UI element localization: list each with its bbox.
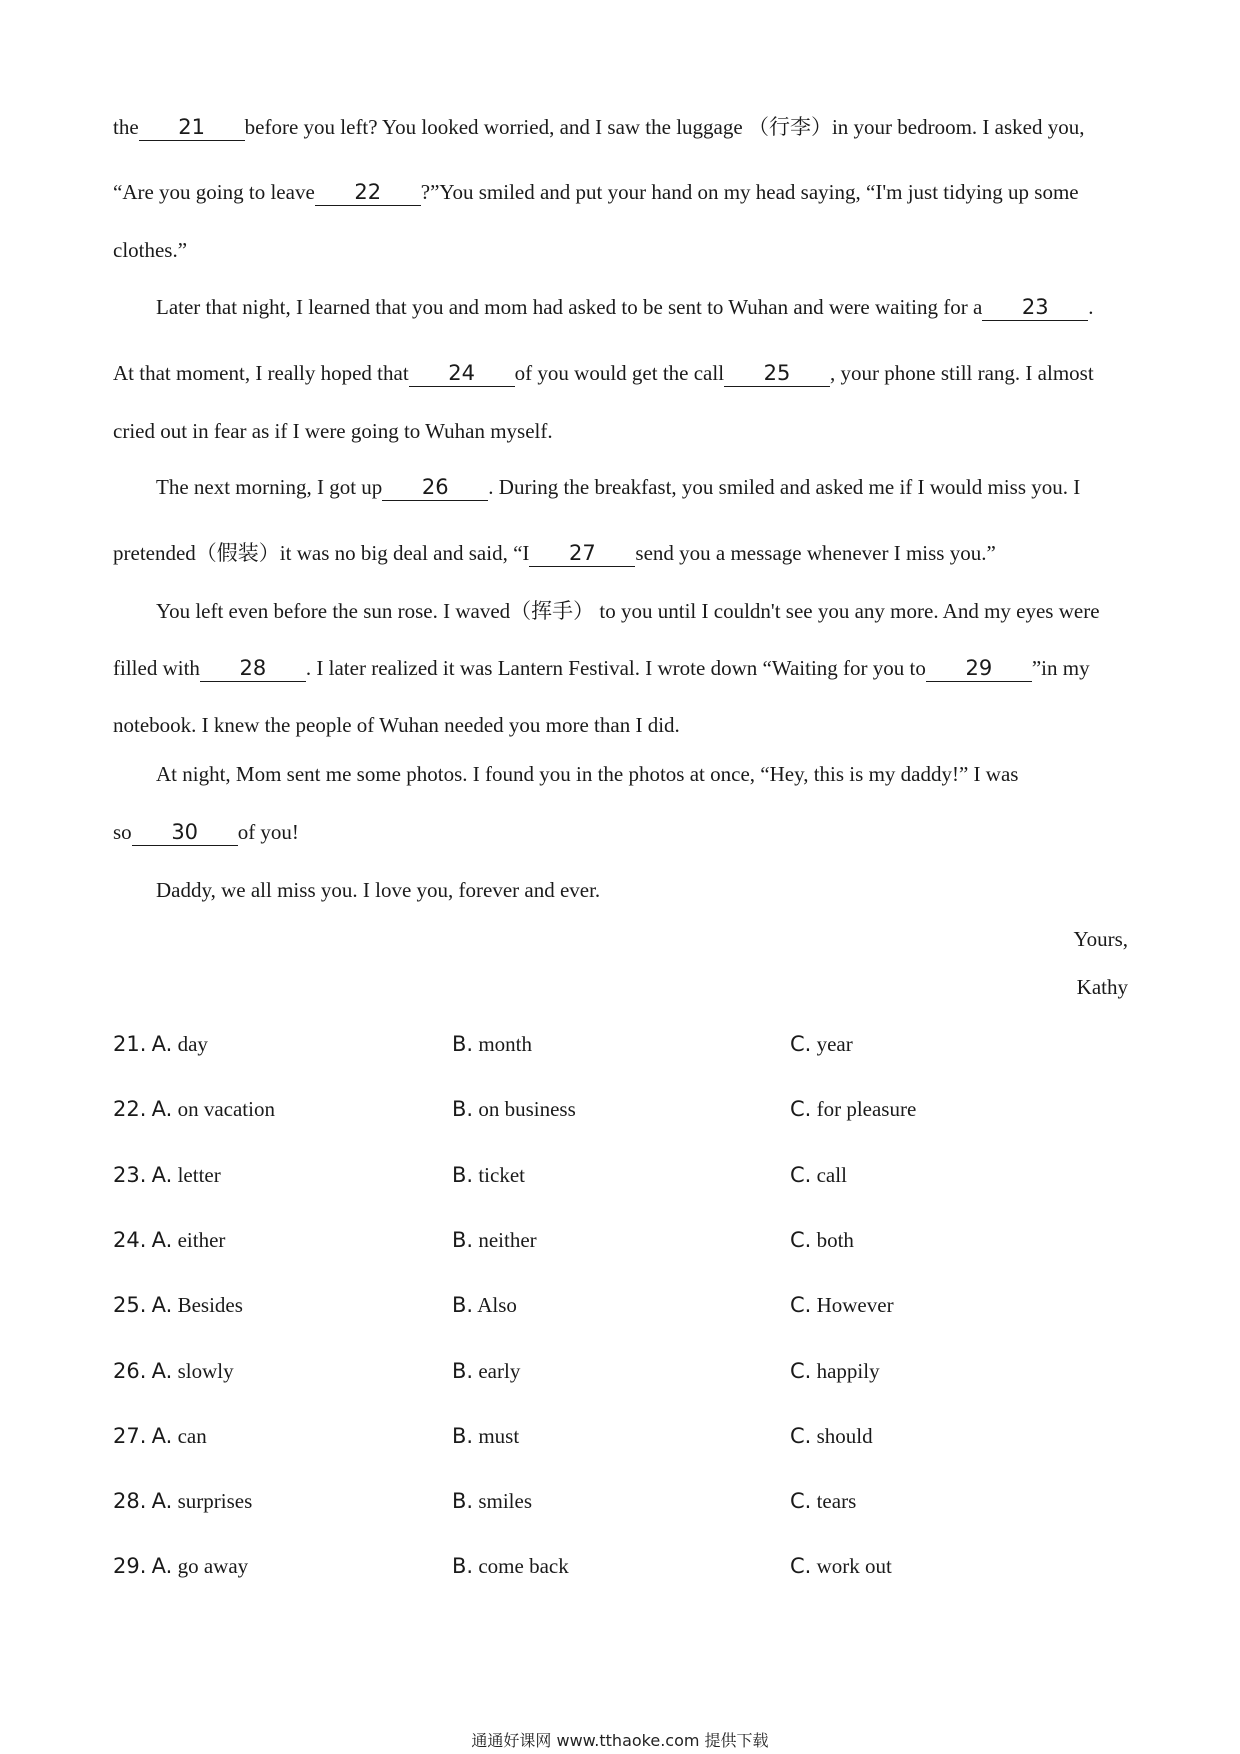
passage-line: At that moment, I really hoped that 24 of you would get the call 25 , your phone still rang. I almost — [113, 361, 1094, 385]
option-label: A. — [151, 1554, 173, 1578]
page-footer: 通通好课网 www.tthaoke.com 提供下载 — [471, 1731, 769, 1750]
option-text: either — [177, 1228, 226, 1252]
passage-line: notebook. I knew the people of Wuhan needed you more than I did. — [113, 713, 680, 737]
option-label: B. — [452, 1032, 474, 1056]
option-text: call — [816, 1163, 847, 1187]
option-label: B. — [452, 1097, 474, 1121]
option-num: 26. — [113, 1359, 147, 1383]
option-num: 29. — [113, 1554, 147, 1578]
passage-line: You left even before the sun rose. I waved（挥手） to you until I couldn't see you any more. And my eyes were — [156, 599, 1100, 623]
passage-line: cried out in fear as if I were going to Wuhan myself. — [113, 419, 553, 443]
option-a — [113, 1487, 252, 1515]
blank-30: 30 — [132, 820, 238, 846]
blank-22: 22 — [315, 180, 421, 206]
option-c — [790, 1030, 853, 1058]
option-label: A. — [151, 1163, 173, 1187]
option-b — [452, 1422, 519, 1450]
option-text: neither — [478, 1228, 537, 1252]
option-num: 25. — [113, 1293, 147, 1317]
option-label: B. — [452, 1489, 474, 1513]
option-a — [113, 1161, 221, 1189]
option-text: slowly — [177, 1359, 234, 1383]
option-label: B. — [452, 1554, 474, 1578]
option-a — [113, 1357, 234, 1385]
option-text: year — [816, 1032, 853, 1056]
passage-line: At night, Mom sent me some photos. I found you in the photos at once, “Hey, this is my daddy!” I was — [156, 762, 1019, 786]
option-a — [113, 1030, 208, 1058]
option-label: C. — [790, 1163, 812, 1187]
option-c — [790, 1487, 856, 1515]
option-c — [790, 1552, 892, 1580]
option-a — [113, 1552, 248, 1580]
option-label: C. — [790, 1032, 812, 1056]
option-label: A. — [151, 1228, 173, 1252]
option-label: A. — [151, 1489, 173, 1513]
option-c — [790, 1226, 854, 1254]
option-text: However — [816, 1293, 894, 1317]
option-b — [452, 1030, 532, 1058]
option-label: B. — [452, 1424, 474, 1448]
passage-line: clothes.” — [113, 238, 188, 262]
option-label: A. — [151, 1097, 173, 1121]
option-text: work out — [816, 1554, 892, 1578]
passage-line: the 21 before you left? You looked worried, and I saw the luggage （行李）in your bedroom. I asked you, — [113, 115, 1085, 139]
option-label: C. — [790, 1228, 812, 1252]
passage-line: pretended（假装）it was no big deal and said, “I 27 send you a message whenever I miss you.” — [113, 541, 996, 565]
option-c — [790, 1422, 873, 1450]
option-text: early — [478, 1359, 521, 1383]
option-text: happily — [816, 1359, 880, 1383]
option-label: B. — [452, 1293, 474, 1317]
option-text: come back — [478, 1554, 569, 1578]
option-label: A. — [151, 1359, 173, 1383]
option-label: C. — [790, 1293, 812, 1317]
passage-line: filled with 28 . I later realized it was Lantern Festival. I wrote down “Waiting for you to 29 ”in my — [113, 656, 1090, 680]
option-a — [113, 1422, 207, 1450]
option-text: day — [177, 1032, 208, 1056]
option-label: A. — [151, 1032, 173, 1056]
option-label: C. — [790, 1424, 812, 1448]
option-label: C. — [790, 1554, 812, 1578]
option-text: both — [816, 1228, 854, 1252]
option-text: on vacation — [177, 1097, 275, 1121]
option-c — [790, 1291, 894, 1319]
option-c — [790, 1357, 880, 1385]
option-b — [452, 1552, 569, 1580]
option-b — [452, 1226, 537, 1254]
option-num: 28. — [113, 1489, 147, 1513]
option-text: smiles — [478, 1489, 533, 1513]
option-text: tears — [816, 1489, 857, 1513]
blank-29: 29 — [926, 656, 1032, 682]
option-a — [113, 1095, 275, 1123]
option-b — [452, 1161, 525, 1189]
option-text: for pleasure — [816, 1097, 917, 1121]
option-text: must — [478, 1424, 520, 1448]
option-b — [452, 1291, 517, 1319]
signature-name: Kathy — [1076, 975, 1128, 999]
blank-23: 23 — [982, 295, 1088, 321]
passage-line: Later that night, I learned that you and mom had asked to be sent to Wuhan and were waiting for a 23 . — [156, 295, 1094, 319]
option-label: A. — [151, 1424, 173, 1448]
option-label: C. — [790, 1097, 812, 1121]
option-text: ticket — [478, 1163, 525, 1187]
option-label: B. — [452, 1359, 474, 1383]
option-c — [790, 1161, 847, 1189]
option-text: Also — [477, 1293, 517, 1317]
option-text: should — [816, 1424, 873, 1448]
option-b — [452, 1357, 520, 1385]
blank-28: 28 — [200, 656, 306, 682]
blank-26: 26 — [382, 475, 488, 501]
option-text: Besides — [177, 1293, 243, 1317]
passage-line: so 30 of you! — [113, 820, 299, 844]
option-text: can — [177, 1424, 207, 1448]
option-a — [113, 1291, 243, 1319]
blank-25: 25 — [724, 361, 830, 387]
blank-24: 24 — [409, 361, 515, 387]
option-text: letter — [177, 1163, 221, 1187]
option-label: C. — [790, 1359, 812, 1383]
option-b — [452, 1487, 532, 1515]
option-text: on business — [478, 1097, 576, 1121]
option-text: surprises — [177, 1489, 253, 1513]
option-num: 23. — [113, 1163, 147, 1187]
option-num: 21. — [113, 1032, 147, 1056]
option-label: A. — [151, 1293, 173, 1317]
option-label: B. — [452, 1228, 474, 1252]
option-label: B. — [452, 1163, 474, 1187]
option-text: go away — [177, 1554, 249, 1578]
passage-line: Daddy, we all miss you. I love you, forever and ever. — [156, 878, 601, 902]
passage-line: The next morning, I got up 26 . During the breakfast, you smiled and asked me if I would miss you. I — [156, 475, 1081, 499]
option-b — [452, 1095, 576, 1123]
option-text: month — [478, 1032, 533, 1056]
passage-line: “Are you going to leave 22 ?”You smiled and put your hand on my head saying, “I'm just tidying up some — [113, 180, 1079, 204]
option-num: 24. — [113, 1228, 147, 1252]
option-label: C. — [790, 1489, 812, 1513]
signature-closing: Yours, — [1073, 927, 1128, 951]
option-a — [113, 1226, 225, 1254]
blank-27: 27 — [529, 541, 635, 567]
option-c — [790, 1095, 916, 1123]
option-num: 22. — [113, 1097, 147, 1121]
blank-21: 21 — [139, 115, 245, 141]
option-num: 27. — [113, 1424, 147, 1448]
